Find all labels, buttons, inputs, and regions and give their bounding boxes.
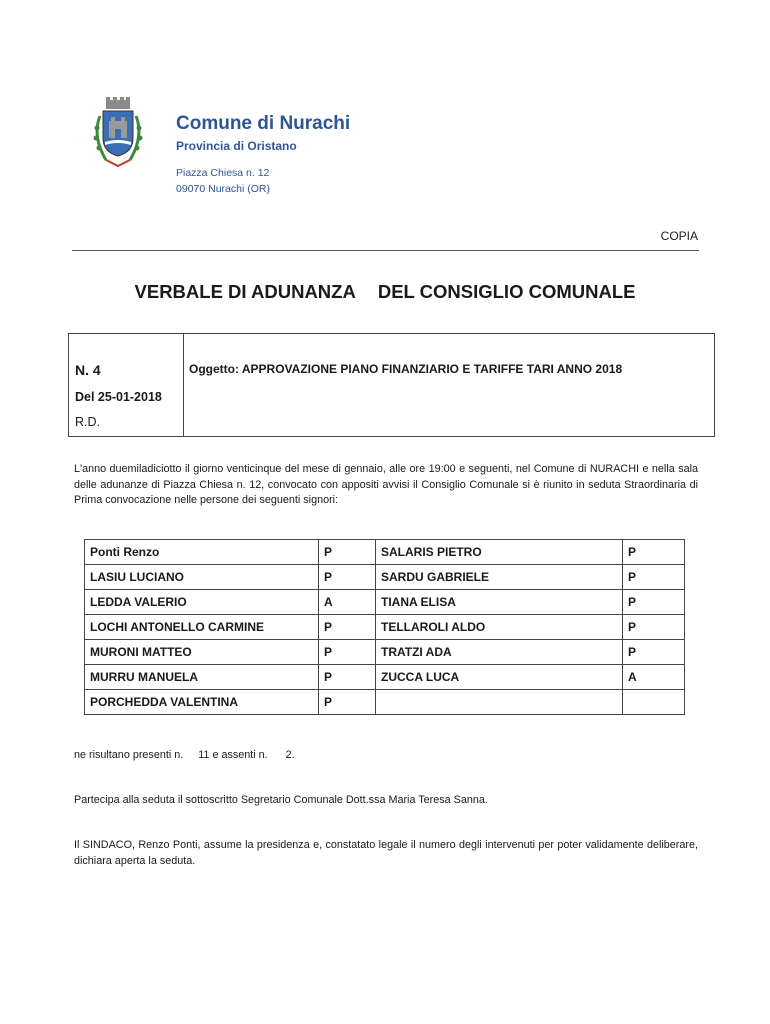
member-status: P [319,540,376,565]
record-number: N. 4 [75,362,101,378]
member-name: LOCHI ANTONELLO CARMINE [85,615,319,640]
attendance-summary: ne risultano presenti n. 11 e assenti n. 2. [74,749,295,761]
member-name: MURRU MANUELA [85,665,319,690]
member-name: PORCHEDDA VALENTINA [85,690,319,715]
record-box-divider [183,334,184,436]
secretary-paragraph: Partecipa alla seduta il sottoscritto Segretario Comunale Dott.ssa Maria Teresa Sanna. [74,794,488,806]
members-table [84,539,685,715]
member-status: P [319,565,376,590]
mayor-paragraph: Il SINDACO, Renzo Ponti, assume la presidenza e, constatato legale il numero degli intervenuti per poter validamente deliberare, dichiara aperta la seduta. [74,839,698,867]
member-status: P [319,615,376,640]
member-name: LASIU LUCIANO [85,565,319,590]
coat-of-arms-icon [88,96,148,174]
member-status: P [623,590,685,615]
province-name: Provincia di Oristano [176,139,297,153]
member-status: P [623,565,685,590]
address-line-2: 09070 Nurachi (OR) [176,183,270,195]
address-line-1: Piazza Chiesa n. 12 [176,167,270,179]
member-name: SALARIS PIETRO [376,540,623,565]
member-name: ZUCCA LUCA [376,665,623,690]
title-part-1: VERBALE DI ADUNANZA [134,281,356,302]
member-name: SARDU GABRIELE [376,565,623,590]
member-status: P [623,640,685,665]
member-row [85,565,685,590]
member-status: A [319,590,376,615]
record-rd: R.D. [75,415,100,429]
member-status: P [319,640,376,665]
member-status [623,690,685,715]
member-status: P [319,690,376,715]
member-name: TIANA ELISA [376,590,623,615]
member-row [85,640,685,665]
member-row [85,690,685,715]
member-status: P [623,540,685,565]
member-row [85,540,685,565]
record-box [68,333,715,437]
member-row [85,615,685,640]
record-subject: Oggetto: APPROVAZIONE PIANO FINANZIARIO E TARIFFE TARI ANNO 2018 [189,362,623,376]
member-status: P [623,615,685,640]
member-name: TRATZI ADA [376,640,623,665]
member-name: LEDDA VALERIO [85,590,319,615]
intro-paragraph: L'anno duemiladiciotto il giorno venticinque del mese di gennaio, alle ore 19:00 e seguenti, nel Comune di NURACHI e nella sala delle adunanze di Piazza Chiesa n. 12, convocato con appositi avvisi il Consiglio Comunale si è riunito in seduta Straordinaria di Prima convocazione nelle persone dei seguenti signori: [74,463,698,506]
member-status: P [319,665,376,690]
record-date: Del 25-01-2018 [75,390,162,404]
member-name: Ponti Renzo [85,540,319,565]
title-part-2: DEL CONSIGLIO COMUNALE [377,281,636,302]
member-name: TELLAROLI ALDO [376,615,623,640]
member-row [85,590,685,615]
municipality-name: Comune di Nurachi [176,113,351,134]
header-divider [72,250,699,251]
document-title [0,281,770,303]
copy-label: COPIA [660,229,698,243]
member-row [85,665,685,690]
member-name [376,690,623,715]
member-name: MURONI MATTEO [85,640,319,665]
member-status: A [623,665,685,690]
